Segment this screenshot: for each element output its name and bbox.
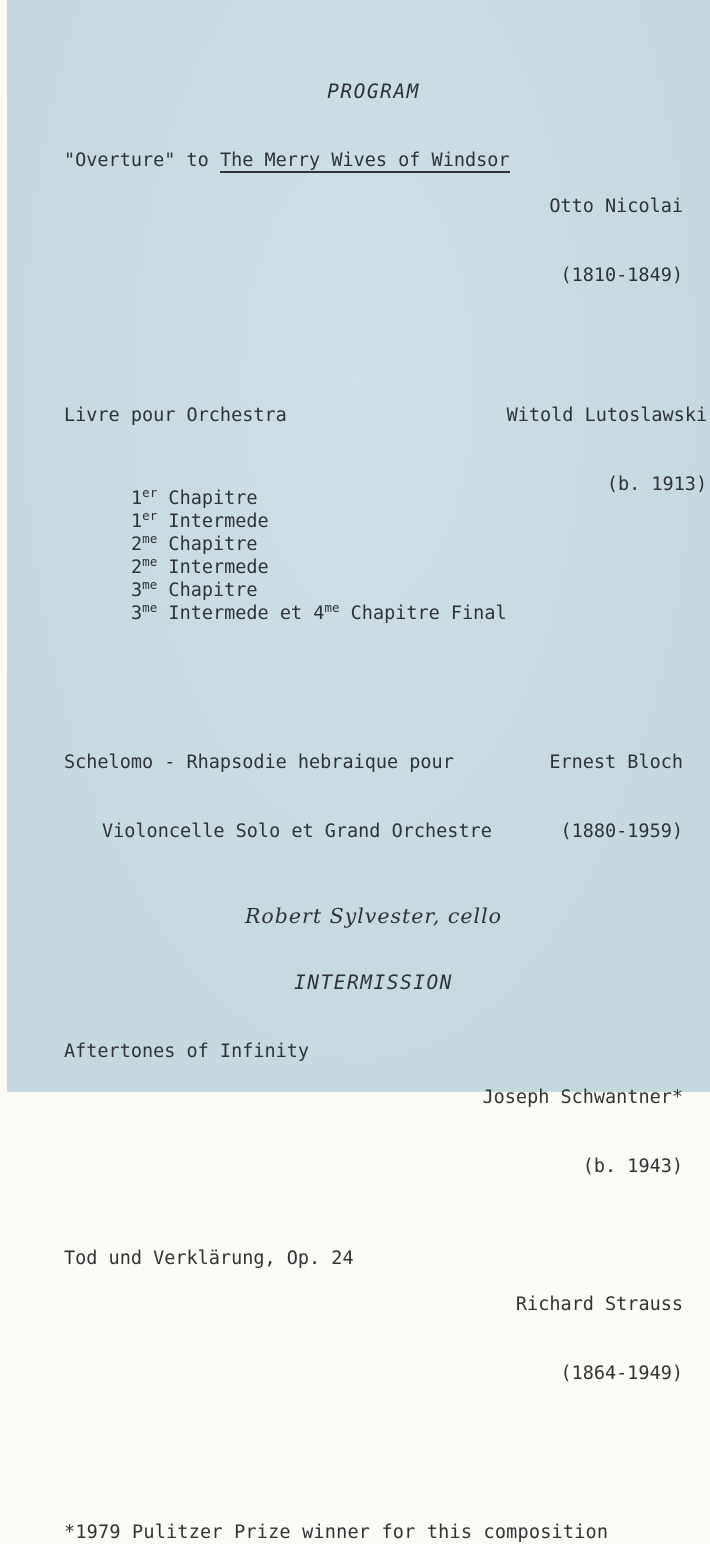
composer-block <box>549 149 683 333</box>
work-title-line1: Schelomo - Rhapsodie hebraique pour <box>64 752 454 773</box>
composer-name: Witold Lutoslawski <box>506 405 708 426</box>
composer-name: Joseph Schwantner* <box>482 1087 683 1108</box>
intermission-row <box>64 971 683 995</box>
composer-dates: (b. 1913) <box>606 474 708 495</box>
composer-dates: (b. 1943) <box>582 1156 683 1177</box>
program-content <box>7 0 710 1544</box>
composer-name: Otto Nicolai <box>549 196 683 217</box>
composer-block <box>483 1040 683 1224</box>
composer-dates: (1880-1959) <box>560 821 683 842</box>
work-title-block <box>64 358 507 671</box>
movement-list <box>131 484 507 625</box>
work-title: Tod und Verklärung, Op. 24 <box>64 1248 354 1269</box>
work-title-prefix: "Overture" to <box>64 150 220 171</box>
work-title-block <box>64 705 492 889</box>
movement-line: $3^{me}$ Chapitre <box>131 576 258 601</box>
composer-block <box>549 705 683 889</box>
work-title: Aftertones of Infinity <box>64 1041 310 1062</box>
work-row-overture <box>64 149 683 333</box>
page-title-row <box>64 80 683 104</box>
page-title: PROGRAM <box>327 80 420 103</box>
work-title-underlined: The Merry Wives of Windsor <box>219 150 510 171</box>
movement-line: 1er Intermede <box>131 507 269 532</box>
composer-name: Richard Strauss <box>515 1294 683 1315</box>
work-title-line2: Violoncelle Solo et Grand Orchestre <box>102 821 492 842</box>
movement-line: 1er Chapitre <box>131 484 258 509</box>
composer-dates: (1810-1849) <box>560 265 683 286</box>
composer-dates: (1864-1949) <box>560 1363 683 1384</box>
work-row-tod <box>64 1247 683 1431</box>
movement-line: $2^{me}$ Chapitre <box>131 530 258 555</box>
composer-name: Ernest Bloch <box>549 752 683 773</box>
work-row-schelomo <box>64 705 683 889</box>
movement-line: $3^{me}$ Intermede et $4^{me}$ Chapitre Final <box>131 599 507 624</box>
work-title <box>64 149 510 172</box>
composer-block <box>507 358 707 542</box>
footnote: *1979 Pulitzer Prize winner for this composition <box>64 1522 609 1543</box>
intermission-label: INTERMISSION <box>294 971 453 994</box>
performer-credit: Robert Sylvester, cello <box>244 904 503 928</box>
work-title: Livre pour Orchestra <box>64 405 287 426</box>
movement-line: $2^{me}$ Intermede <box>131 553 269 578</box>
work-row-aftertones <box>64 1040 683 1224</box>
composer-block <box>516 1247 683 1431</box>
program-page <box>7 0 710 1543</box>
work-row-livre <box>64 358 708 671</box>
